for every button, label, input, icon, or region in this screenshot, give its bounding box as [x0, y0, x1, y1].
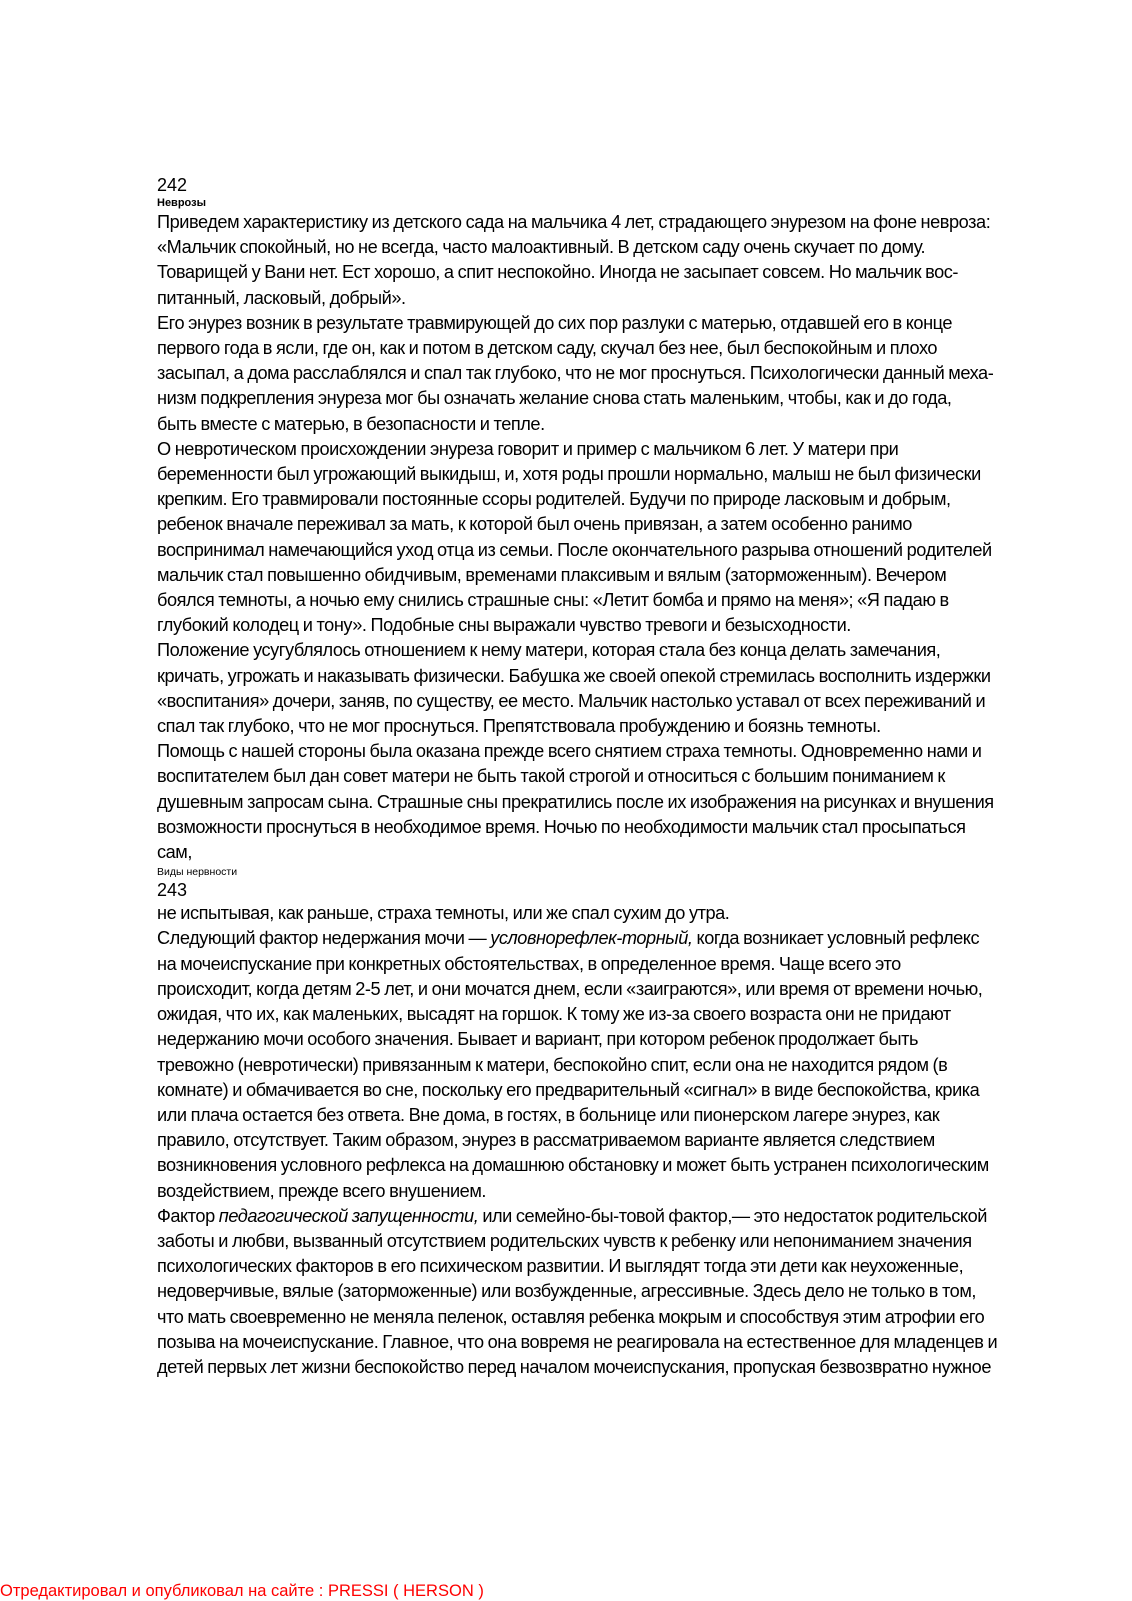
text-run: Следующий фактор недержания мочи — [157, 928, 491, 949]
text-line: тревожно (невротически) привязанным к матери, беспокойно спит, если она не находится рядом (в [157, 1054, 948, 1075]
text-line [157, 1204, 1057, 1229]
text-line: Товарищей у Вани нет. Ест хорошо, а спит неспокойно. Иногда не засыпает совсем. Но мальчик вос- [157, 262, 958, 283]
text-line: мальчик стал повышенно обидчивым, временами плаксивым и вялым (заторможенным). Вечером [157, 564, 947, 585]
text-line: боялся темноты, а ночью ему снились страшные сны: «Летит бомба и прямо на меня»; «Я падаю в [157, 590, 949, 611]
text-line: или плача остается без ответа. Вне дома, в гостях, в больнице или пионерском лагере энурез, как [157, 1104, 940, 1125]
paragraph [157, 638, 1057, 739]
text-line: Помощь с нашей стороны была оказана прежде всего снятием страха темноты. Одновременно нами и [157, 741, 982, 762]
page-number: 243 [157, 880, 188, 901]
text-run: когда возникает условный рефлекс [692, 928, 980, 949]
paragraph [157, 311, 1057, 437]
text-line: заботы и любви, вызванный отсутствием родительских чувств к ребенку или непониманием значения [157, 1230, 972, 1251]
text-line: возникновения условного рефлекса на домашнюю обстановку и может быть устранен психологическим [157, 1155, 989, 1176]
text-line: недоверчивые, вялые (заторможенные) или возбужденные, агрессивные. Здесь дело не только в том, [157, 1281, 977, 1302]
text-line: глубокий колодец и тону». Подобные сны выражали чувство тревоги и безысходности. [157, 615, 851, 636]
paragraph [157, 739, 1057, 865]
text-line: сам, [157, 842, 192, 863]
text-line: ожидая, что их, как маленьких, высадят на горшок. К тому же из-за своего возраста они не придают [157, 1004, 951, 1025]
text-line [157, 926, 1057, 951]
text-line: воздействием, прежде всего внушением. [157, 1180, 486, 1201]
text-line: душевным запросам сына. Страшные сны прекратились после их изображения на рисунках и внушения [157, 791, 994, 812]
text-line: «воспитания» дочери, заняв, по существу, ее место. Мальчик настолько уставал от всех переживаний и [157, 690, 986, 711]
text-line: «Мальчик спокойный, но не всегда, часто малоактивный. В детском саду очень скучает по дому. [157, 237, 926, 258]
running-head: Неврозы [157, 197, 206, 209]
text-line: что мать своевременно не меняла пеленок, оставляя ребенка мокрым и способствуя этим атрофии его [157, 1306, 985, 1327]
text-line: беременности был угрожающий выкидыш, и, хотя роды прошли нормально, малыш не был физически [157, 464, 981, 485]
text-line: детей первых лет жизни беспокойство перед началом мочеиспускания, пропуская безвозвратно нужное [157, 1356, 991, 1377]
text-line: не испытывая, как раньше, страха темноты, или же спал сухим до утра. [157, 903, 730, 924]
running-head: Виды нервности [157, 866, 238, 879]
text-line: правило, отсутствует. Таким образом, энурез в рассматриваемом варианте является следствием [157, 1130, 935, 1151]
text-line: низм подкрепления энуреза мог бы означать желание снова стать маленьким, чтобы, как и до года, [157, 388, 952, 409]
italic-term: условнорефлек-торный, [490, 928, 693, 949]
text-line: позыва на мочеиспускание. Главное, что она вовремя не реагировала на естественное для младенцев и [157, 1331, 998, 1352]
text-run: Фактор [157, 1205, 219, 1226]
text-line: Его энурез возник в результате травмирующей до сих пор разлуки с матерью, отдавшей его в конце [157, 312, 953, 333]
text-line: недержанию мочи особого значения. Бывает и вариант, при котором ребенок продолжает быть [157, 1029, 919, 1050]
text-line: питанный, ласковый, добрый». [157, 287, 406, 308]
page-content [157, 174, 1057, 1380]
text-line: О невротическом происхождении энуреза говорит и пример с мальчиком 6 лет. У матери при [157, 438, 899, 459]
text-line: первого года в ясли, где он, как и потом в детском саду, скучал без нее, был беспокойным и плохо [157, 338, 938, 359]
paragraph [157, 210, 1057, 311]
text-run: или семейно-бы-товой фактор,— это недостаток родительской [478, 1205, 988, 1226]
text-line: происходит, когда детям 2-5 лет, и они мочатся днем, если «заиграются», или время от времени ночью, [157, 978, 983, 999]
publisher-footer: Отредактировал и опубликовал на сайте : PRESSI ( HERSON ) [0, 1582, 484, 1600]
text-line: воспитателем был дан совет матери не быть такой строгой и относиться с большим пониманием к [157, 766, 945, 787]
page-number: 242 [157, 175, 188, 195]
text-line: комнате) и обмачивается во сне, поскольку его предварительный «сигнал» в виде беспокойства, крика [157, 1079, 980, 1100]
text-line: возможности проснуться в необходимое время. Ночью по необходимости мальчик стал просыпаться [157, 816, 966, 837]
text-line: кричать, угрожать и наказывать физически. Бабушка же своей опекой стремилась восполнить издержки [157, 665, 991, 686]
text-line: быть вместе с матерью, в безопасности и тепле. [157, 413, 545, 434]
text-line: на мочеиспускание при конкретных обстоятельствах, в определенное время. Чаще всего это [157, 953, 901, 974]
text-line: Положение усугублялось отношением к нему матери, которая стала без конца делать замечания, [157, 640, 941, 661]
paragraph [157, 901, 1057, 926]
paragraph [157, 1204, 1057, 1380]
text-line: воспринимал намечающийся уход отца из семьи. После окончательного разрыва отношений родителей [157, 539, 992, 560]
text-line: психологических факторов в его психическом развитии. И выглядят тогда эти дети как неухоженные, [157, 1256, 964, 1277]
text-line: крепким. Его травмировали постоянные ссоры родителей. Будучи по природе ласковым и добрым, [157, 489, 951, 510]
text-line: спал так глубоко, что не мог проснуться. Препятствовала пробуждению и боязнь темноты. [157, 716, 881, 737]
paragraph [157, 437, 1057, 639]
paragraph [157, 926, 1057, 1203]
text-line: засыпал, а дома расслаблялся и спал так глубоко, что не мог проснуться. Психологически данный меха- [157, 363, 994, 384]
text-line: Приведем характеристику из детского сада на мальчика 4 лет, страдающего энурезом на фоне невроза: [157, 212, 991, 232]
text-line: ребенок вначале переживал за мать, к которой был очень привязан, а затем особенно ранимо [157, 514, 912, 535]
italic-term: педагогической запущенности, [218, 1205, 479, 1226]
